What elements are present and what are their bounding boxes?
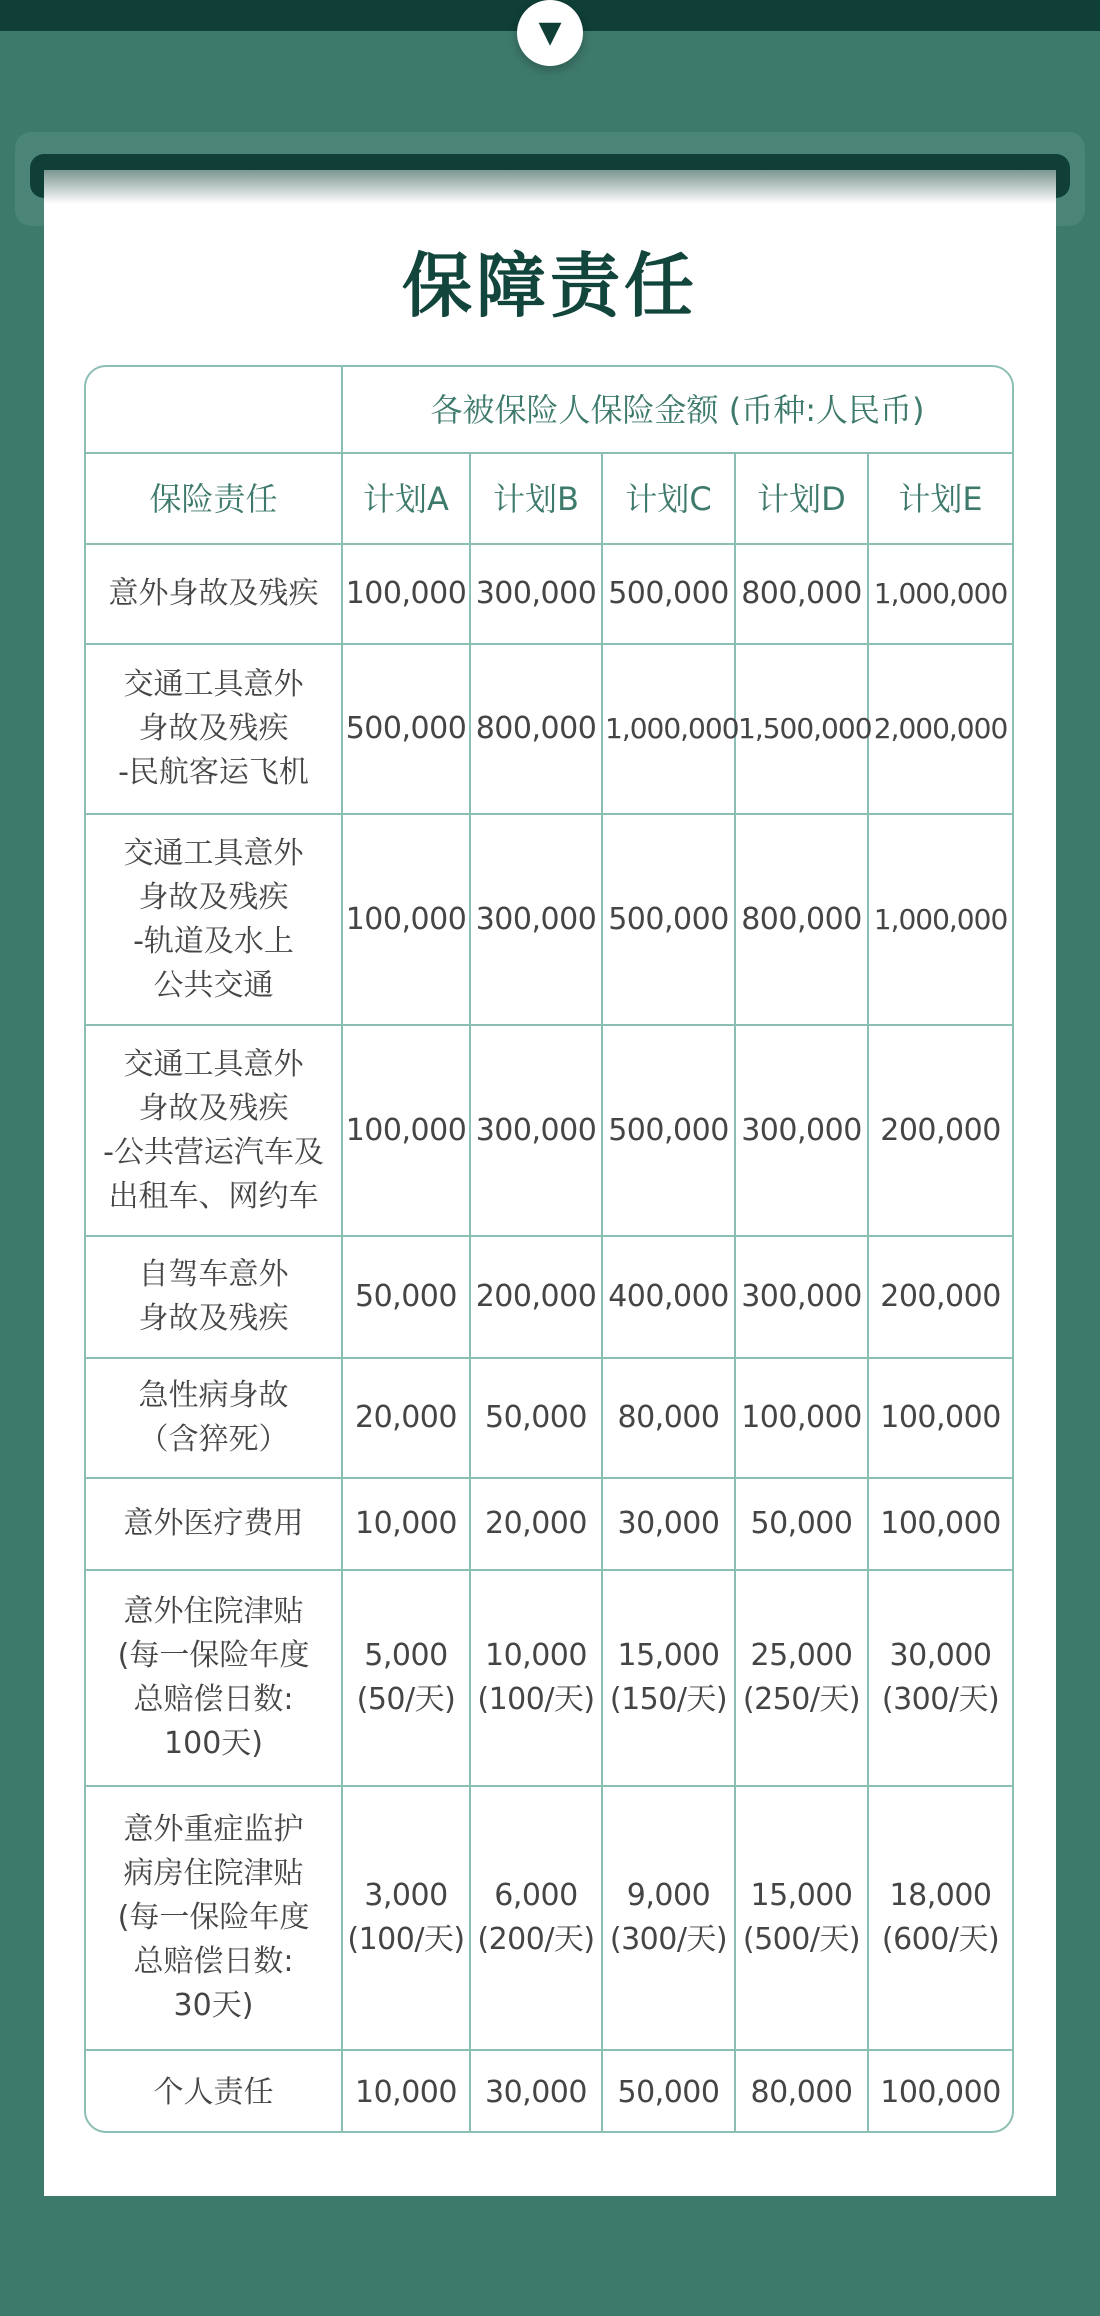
coverage-name-line: 出租车、网约车 [108,1178,319,1214]
amount-cell-plan-e: 200,000 [868,1025,1012,1236]
collapse-toggle-button[interactable] [517,0,583,66]
table-row [86,544,1012,644]
amount-cell-plan-e: 200,000 [868,1236,1012,1358]
coverage-name-line: 自驾车意外 [138,1257,289,1292]
amount-cell-plan-b [470,1786,602,2050]
table-row [86,2050,1012,2133]
amount-line: (150/天) [609,1682,728,1717]
coverage-name-line: 个人责任 [153,2075,274,2110]
amount-cell-plan-d: 100,000 [735,1358,868,1478]
amount-cell-plan-b: 300,000 [470,544,602,644]
coverage-name-line: 交通工具意外 [123,667,304,702]
amount-line: (100/天) [477,1682,595,1717]
amount-cell-plan-b: 50,000 [470,1358,602,1478]
coverage-name-line: (每一保险年度 [117,1638,310,1673]
table-row [86,644,1012,814]
coverage-table-frame [84,365,1014,2133]
coverage-name-line: 总赔偿日数: [133,1682,294,1717]
amount-line: (600/天) [881,1922,1000,1957]
coverage-name-cell [86,1570,342,1786]
amount-cell-plan-c: 50,000 [602,2050,735,2133]
amount-cell-plan-b: 20,000 [470,1478,602,1570]
amount-cell-plan-b: 30,000 [470,2050,602,2133]
header-plan-b: 计划B [470,453,602,544]
coverage-paper [44,170,1056,2196]
coverage-table [86,367,1012,2133]
amount-cell-plan-e [868,1570,1012,1786]
amount-cell-plan-d: 1,500,000 [735,644,868,814]
coverage-name-line: -轨道及水上 [133,923,294,959]
amount-cell-plan-a: 10,000 [342,1478,470,1570]
table-header-row-plans [86,453,1012,544]
table-row [86,1236,1012,1358]
coverage-name-line: 病房住院津贴 [123,1856,304,1891]
coverage-name-line: 意外住院津贴 [123,1594,304,1629]
amount-cell-plan-c: 1,000,000 [602,644,735,814]
amount-cell-plan-d: 800,000 [735,814,868,1025]
table-row [86,1478,1012,1570]
amount-cell-plan-e: 1,000,000 [868,814,1012,1025]
coverage-name-line: 身故及残疾 [138,1301,289,1336]
coverage-name-cell [86,814,342,1025]
coverage-name-line: 公共交通 [153,967,274,1003]
header-plan-e: 计划E [868,453,1012,544]
coverage-name-line: 总赔偿日数: [133,1944,294,1979]
amount-cell-plan-d: 300,000 [735,1236,868,1358]
coverage-name-line: (每一保险年度 [117,1900,310,1935]
amount-cell-plan-c: 80,000 [602,1358,735,1478]
coverage-name-cell [86,1786,342,2050]
amount-cell-plan-c: 500,000 [602,1025,735,1236]
coverage-name-line: 意外身故及残疾 [108,576,319,611]
table-row [86,1358,1012,1478]
amount-cell-plan-d: 800,000 [735,544,868,644]
coverage-name-line: 身故及残疾 [138,879,289,915]
coverage-name-cell [86,644,342,814]
amount-cell-plan-a: 10,000 [342,2050,470,2133]
coverage-name-line: （含猝死） [138,1422,289,1457]
table-row [86,1786,1012,2050]
amount-cell-plan-e: 100,000 [868,1478,1012,1570]
amount-line: 5,000 [364,1638,448,1673]
amount-line: 3,000 [364,1878,448,1913]
amount-cell-plan-a: 20,000 [342,1358,470,1478]
amount-line: 15,000 [617,1638,720,1673]
header-coverage-cell: 保险责任 [86,453,342,544]
amount-cell-plan-a [342,1786,470,2050]
amount-cell-plan-e [868,1786,1012,2050]
amount-cell-plan-c: 400,000 [602,1236,735,1358]
header-plan-a: 计划A [342,453,470,544]
table-header-row-amount [86,367,1012,453]
amount-line: 9,000 [626,1878,711,1913]
amount-cell-plan-c: 30,000 [602,1478,735,1570]
coverage-name-line: 30天) [173,1988,254,2023]
amount-cell-plan-e: 100,000 [868,2050,1012,2133]
coverage-name-line: 意外医疗费用 [123,1506,304,1541]
amount-cell-plan-a: 100,000 [342,544,470,644]
amount-line: (300/天) [609,1922,728,1957]
coverage-name-cell [86,1236,342,1358]
amount-cell-plan-c [602,1570,735,1786]
amount-cell-plan-b: 200,000 [470,1236,602,1358]
amount-cell-plan-d: 300,000 [735,1025,868,1236]
amount-line: 15,000 [750,1878,853,1913]
amount-cell-plan-e: 100,000 [868,1358,1012,1478]
coverage-name-line: -民航客运飞机 [118,755,309,790]
header-plan-d: 计划D [735,453,868,544]
amount-cell-plan-b [470,1570,602,1786]
amount-cell-plan-d [735,1570,868,1786]
coverage-name-line: 100天) [164,1726,263,1761]
coverage-name-cell [86,1478,342,1570]
amount-line: (300/天) [881,1682,1000,1717]
amount-line: (50/天) [356,1682,456,1717]
amount-cell-plan-b: 300,000 [470,814,602,1025]
coverage-name-line: 身故及残疾 [138,1090,289,1126]
amount-cell-plan-d: 80,000 [735,2050,868,2133]
amount-line: 30,000 [889,1638,992,1673]
coverage-name-line: -公共营运汽车及 [103,1134,324,1170]
coverage-name-cell [86,1025,342,1236]
coverage-name-line: 交通工具意外 [123,1046,304,1082]
coverage-name-line: 急性病身故 [138,1378,289,1413]
amount-cell-plan-c: 500,000 [602,814,735,1025]
amount-line: 6,000 [494,1878,578,1913]
amount-cell-plan-e: 1,000,000 [868,544,1012,644]
amount-line: (500/天) [742,1922,861,1957]
amount-cell-plan-c [602,1786,735,2050]
amount-line: (100/天) [347,1922,465,1957]
amount-cell-plan-b: 300,000 [470,1025,602,1236]
coverage-name-line: 交通工具意外 [123,835,304,871]
amount-cell-plan-d: 50,000 [735,1478,868,1570]
amount-cell-plan-a: 100,000 [342,1025,470,1236]
coverage-name-cell [86,544,342,644]
header-plan-c: 计划C [602,453,735,544]
amount-line: 10,000 [485,1638,587,1673]
amount-cell-plan-e: 2,000,000 [868,644,1012,814]
amount-cell-plan-b: 800,000 [470,644,602,814]
amount-cell-plan-a [342,1570,470,1786]
amount-line: 25,000 [750,1638,853,1673]
coverage-name-line: 意外重症监护 [123,1812,304,1847]
amount-line: (200/天) [477,1922,595,1957]
paper-shadow [44,170,1056,204]
coverage-name-cell [86,2050,342,2133]
header-empty-cell [86,367,342,453]
amount-cell-plan-c: 500,000 [602,544,735,644]
triangle-down-icon: ▼ [538,15,562,50]
table-row [86,1570,1012,1786]
amount-cell-plan-a: 500,000 [342,644,470,814]
page-title: 保障责任 [402,245,698,327]
amount-cell-plan-a: 50,000 [342,1236,470,1358]
header-amount-cell: 各被保险人保险金额 (币种:人民币) [342,367,1012,453]
amount-line: 18,000 [889,1878,992,1913]
coverage-name-cell [86,1358,342,1478]
amount-cell-plan-a: 100,000 [342,814,470,1025]
table-row [86,814,1012,1025]
amount-cell-plan-d [735,1786,868,2050]
table-row [86,1025,1012,1236]
amount-line: (250/天) [742,1682,861,1717]
coverage-name-line: 身故及残疾 [138,711,289,746]
